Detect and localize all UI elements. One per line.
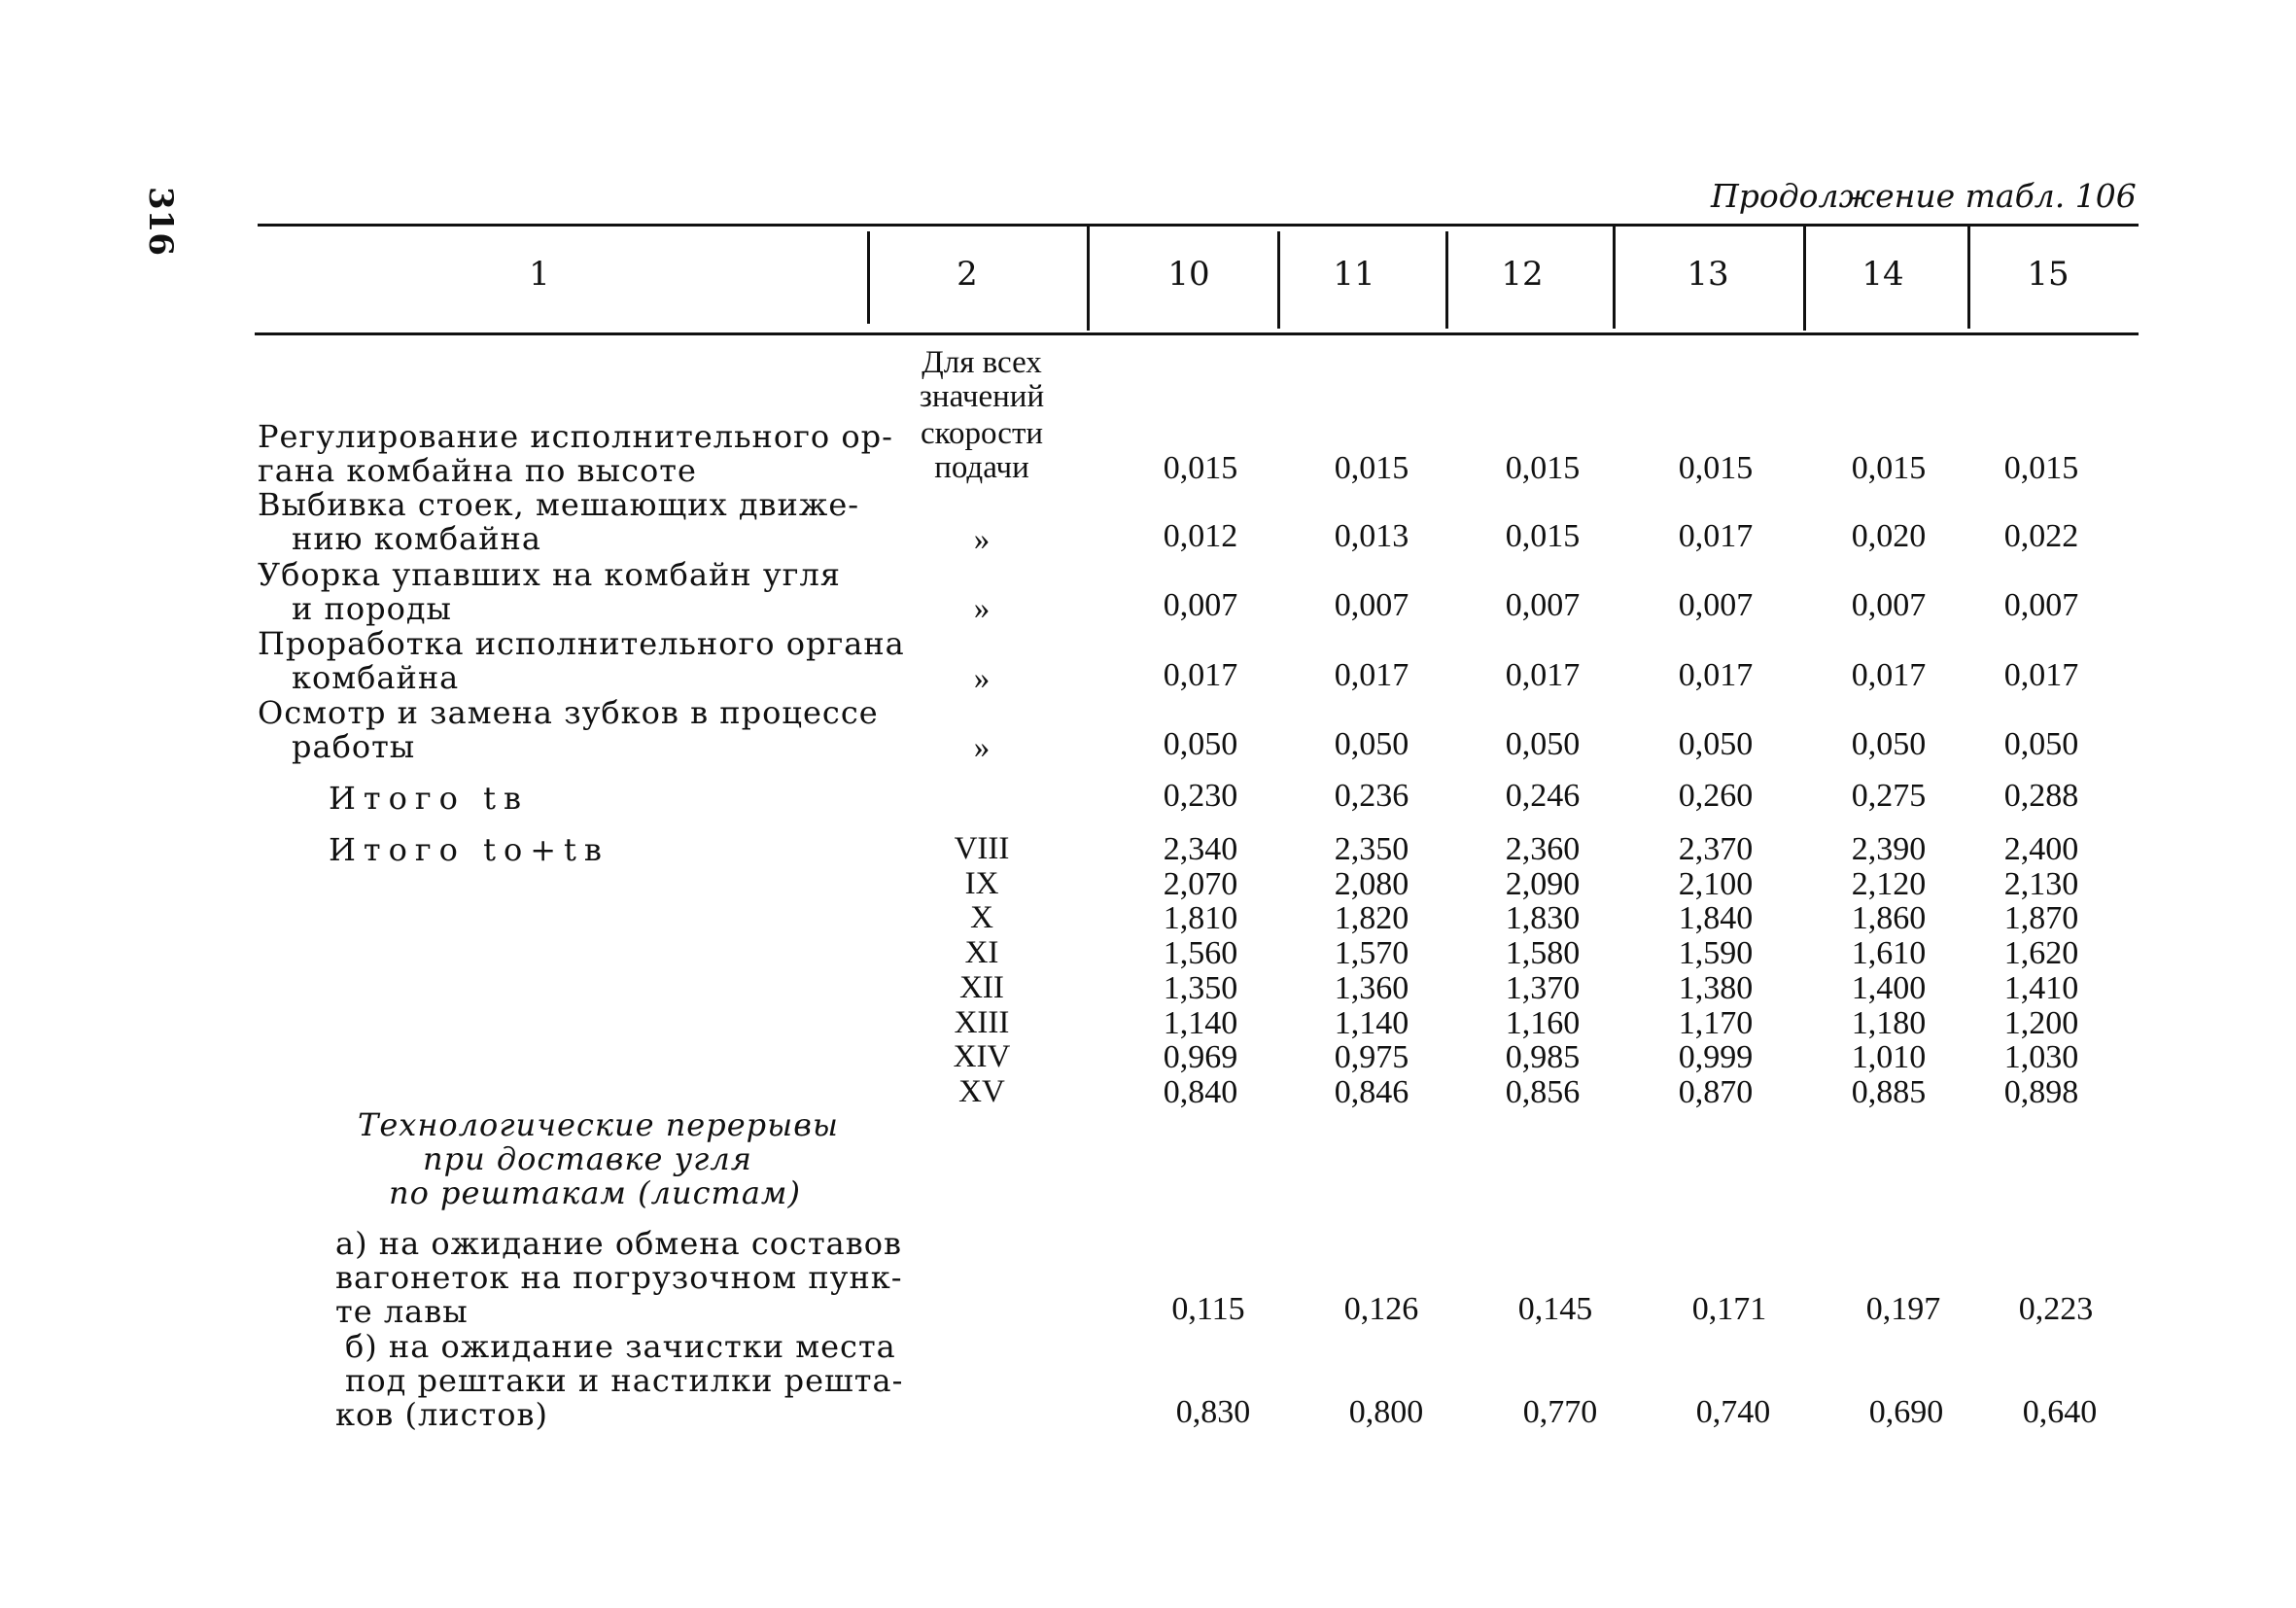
- roman-numeral: XIII: [954, 1005, 1010, 1040]
- table-cell: 1,360: [1334, 970, 1409, 1006]
- roman-numeral: XV: [958, 1074, 1005, 1109]
- header-separator: [1087, 226, 1090, 331]
- row-label: гана комбайна по высоте: [258, 452, 697, 489]
- col2-text: значений: [919, 379, 1045, 414]
- table-cell: 0,020: [1851, 518, 1927, 554]
- table-cell: 0,145: [1517, 1291, 1593, 1327]
- table-cell: 1,610: [1851, 935, 1927, 971]
- table-cell: 1,590: [1678, 935, 1754, 971]
- table-cell: 0,115: [1171, 1291, 1245, 1327]
- table-cell: 1,030: [2003, 1039, 2079, 1075]
- row-label: нию комбайна: [292, 520, 541, 557]
- header-separator: [867, 231, 870, 324]
- table-cell: 1,580: [1505, 935, 1581, 971]
- table-cell: 2,350: [1334, 831, 1409, 867]
- table-cell: 0,017: [1851, 657, 1927, 693]
- table-cell: 2,070: [1163, 866, 1238, 902]
- table-cell: 0,640: [2022, 1394, 2098, 1430]
- table-cell: 0,800: [1348, 1394, 1424, 1430]
- break-label: а) на ожидание обмена составов: [335, 1225, 903, 1262]
- table-cell: 1,620: [2003, 935, 2079, 971]
- table-cell: 0,840: [1163, 1074, 1238, 1110]
- table-cell: 0,969: [1163, 1039, 1238, 1075]
- row-label: Выбивка стоек, мешающих движе-: [258, 486, 860, 523]
- table-cell: 1,370: [1505, 970, 1581, 1006]
- table-cell: 1,410: [2003, 970, 2079, 1006]
- roman-numeral: IX: [964, 866, 999, 901]
- col2-text: подачи: [934, 450, 1029, 485]
- table-cell: 1,010: [1851, 1039, 1927, 1075]
- table-cell: 0,975: [1334, 1039, 1409, 1075]
- table-cell: 0,015: [1505, 450, 1581, 486]
- table-cell: 2,390: [1851, 831, 1927, 867]
- table-cell: 2,130: [2003, 866, 2079, 902]
- table-cell: 1,170: [1678, 1005, 1754, 1041]
- break-label: под рештаки и настилки решта-: [345, 1362, 904, 1399]
- table-cell: 0,885: [1851, 1074, 1927, 1110]
- header-separator: [1445, 231, 1448, 329]
- table-cell: 1,350: [1163, 970, 1238, 1006]
- roman-numeral: XI: [964, 935, 999, 970]
- header-separator: [1803, 226, 1806, 331]
- table-cell: 0,015: [2003, 450, 2079, 486]
- table-cell: 0,050: [1678, 726, 1754, 762]
- table-cell: 2,120: [1851, 866, 1927, 902]
- table-cell: 0,260: [1678, 778, 1754, 814]
- table-cell: 0,012: [1163, 518, 1238, 554]
- table-cell: 0,856: [1505, 1074, 1581, 1110]
- table-cell: 1,830: [1505, 900, 1581, 936]
- itogo-total-label: Итого tо+tв: [329, 831, 609, 868]
- table-cell: 1,860: [1851, 900, 1927, 936]
- header-col-12: 12: [1501, 255, 1544, 294]
- table-cell: 2,100: [1678, 866, 1754, 902]
- table-cell: 0,050: [1163, 726, 1238, 762]
- table-cell: 1,560: [1163, 935, 1238, 971]
- table-cell: 2,370: [1678, 831, 1754, 867]
- table-cell: 0,015: [1678, 450, 1754, 486]
- table-cell: 0,690: [1868, 1394, 1944, 1430]
- section-title-line: при доставке угля: [423, 1140, 752, 1177]
- table-cell: 0,223: [2018, 1291, 2094, 1327]
- table-cell: 0,017: [1678, 657, 1754, 693]
- table-cell: 0,007: [1163, 587, 1238, 623]
- table-cell: 0,050: [1505, 726, 1581, 762]
- table-cell: 0,230: [1163, 778, 1238, 814]
- col2-text: скорости: [920, 416, 1044, 451]
- table-cell: 1,200: [2003, 1005, 2079, 1041]
- table-caption: Продолжение табл. 106: [1711, 177, 2137, 215]
- table-cell: 0,770: [1522, 1394, 1598, 1430]
- row-label: работы: [292, 728, 416, 765]
- table-cell: 0,015: [1851, 450, 1927, 486]
- table-cell: 1,140: [1334, 1005, 1409, 1041]
- col2-text: »: [973, 522, 991, 557]
- roman-numeral: VIII: [954, 831, 1010, 866]
- table-cell: 1,380: [1678, 970, 1754, 1006]
- header-col-1: 1: [529, 255, 550, 294]
- table-cell: 1,160: [1505, 1005, 1581, 1041]
- roman-numeral: XIV: [953, 1039, 1011, 1074]
- table-cell: 0,050: [1851, 726, 1927, 762]
- break-label: ков (листов): [335, 1396, 548, 1433]
- table-cell: 0,007: [1505, 587, 1581, 623]
- table-cell: 0,050: [2003, 726, 2079, 762]
- table-cell: 0,017: [2003, 657, 2079, 693]
- table-cell: 0,017: [1163, 657, 1238, 693]
- col2-text: »: [973, 730, 991, 765]
- table-cell: 1,180: [1851, 1005, 1927, 1041]
- row-label: и породы: [292, 590, 453, 627]
- table-cell: 0,007: [2003, 587, 2079, 623]
- break-label: те лавы: [335, 1293, 469, 1330]
- table-cell: 0,236: [1334, 778, 1409, 814]
- table-cell: 0,126: [1343, 1291, 1419, 1327]
- table-cell: 0,171: [1691, 1291, 1767, 1327]
- header-separator: [1613, 226, 1616, 329]
- table-cell: 0,013: [1334, 518, 1409, 554]
- table-cell: 1,840: [1678, 900, 1754, 936]
- header-top-rule: [258, 224, 2139, 227]
- table-cell: 0,197: [1865, 1291, 1941, 1327]
- col2-text: Для всех: [922, 345, 1042, 380]
- table-cell: 0,740: [1695, 1394, 1771, 1430]
- roman-numeral: XII: [959, 970, 1004, 1005]
- table-cell: 2,360: [1505, 831, 1581, 867]
- row-label: Уборка упавших на комбайн угля: [258, 556, 841, 593]
- table-cell: 1,820: [1334, 900, 1409, 936]
- col2-text: »: [973, 591, 991, 626]
- break-label: б) на ожидание зачистки места: [345, 1328, 896, 1365]
- header-col-10: 10: [1167, 255, 1210, 294]
- header-col-11: 11: [1333, 255, 1375, 294]
- table-cell: 2,080: [1334, 866, 1409, 902]
- col2-text: »: [973, 661, 991, 696]
- table-cell: 0,999: [1678, 1039, 1754, 1075]
- table-cell: 0,022: [2003, 518, 2079, 554]
- header-col-2: 2: [957, 255, 978, 294]
- table-cell: 0,830: [1175, 1394, 1251, 1430]
- table-cell: 0,007: [1334, 587, 1409, 623]
- header-col-14: 14: [1861, 255, 1904, 294]
- table-cell: 0,017: [1678, 518, 1754, 554]
- table-cell: 1,570: [1334, 935, 1409, 971]
- table-cell: 0,017: [1334, 657, 1409, 693]
- table-cell: 0,015: [1334, 450, 1409, 486]
- table-cell: 0,870: [1678, 1074, 1754, 1110]
- roman-numeral: X: [970, 900, 993, 935]
- row-label: комбайна: [292, 659, 460, 696]
- header-col-15: 15: [2027, 255, 2070, 294]
- table-cell: 0,846: [1334, 1074, 1409, 1110]
- table-cell: 1,140: [1163, 1005, 1238, 1041]
- section-title-line: Технологические перерывы: [358, 1106, 839, 1143]
- header-bottom-rule: [255, 332, 2139, 335]
- table-cell: 2,340: [1163, 831, 1238, 867]
- table-cell: 0,015: [1505, 518, 1581, 554]
- header-separator: [1967, 226, 1970, 329]
- page-number: 316: [141, 187, 180, 256]
- break-label: вагонеток на погрузочном пунк-: [335, 1259, 903, 1296]
- table-cell: 0,898: [2003, 1074, 2079, 1110]
- table-cell: 0,275: [1851, 778, 1927, 814]
- row-label: Регулирование исполнительного ор-: [258, 418, 893, 455]
- table-cell: 0,007: [1851, 587, 1927, 623]
- table-cell: 0,007: [1678, 587, 1754, 623]
- table-cell: 1,870: [2003, 900, 2079, 936]
- table-cell: 2,400: [2003, 831, 2079, 867]
- table-cell: 0,288: [2003, 778, 2079, 814]
- table-cell: 1,400: [1851, 970, 1927, 1006]
- table-cell: 2,090: [1505, 866, 1581, 902]
- table-cell: 0,985: [1505, 1039, 1581, 1075]
- table-cell: 0,017: [1505, 657, 1581, 693]
- row-label: Проработка исполнительного органа: [258, 625, 905, 662]
- itogo-tv-label: Итого tв: [329, 780, 529, 817]
- header-separator: [1277, 231, 1280, 329]
- table-cell: 0,050: [1334, 726, 1409, 762]
- table-cell: 0,015: [1163, 450, 1238, 486]
- section-title-line: по рештакам (листам): [389, 1174, 801, 1211]
- table-cell: 0,246: [1505, 778, 1581, 814]
- row-label: Осмотр и замена зубков в процессе: [258, 694, 879, 731]
- table-cell: 1,810: [1163, 900, 1238, 936]
- header-col-13: 13: [1687, 255, 1729, 294]
